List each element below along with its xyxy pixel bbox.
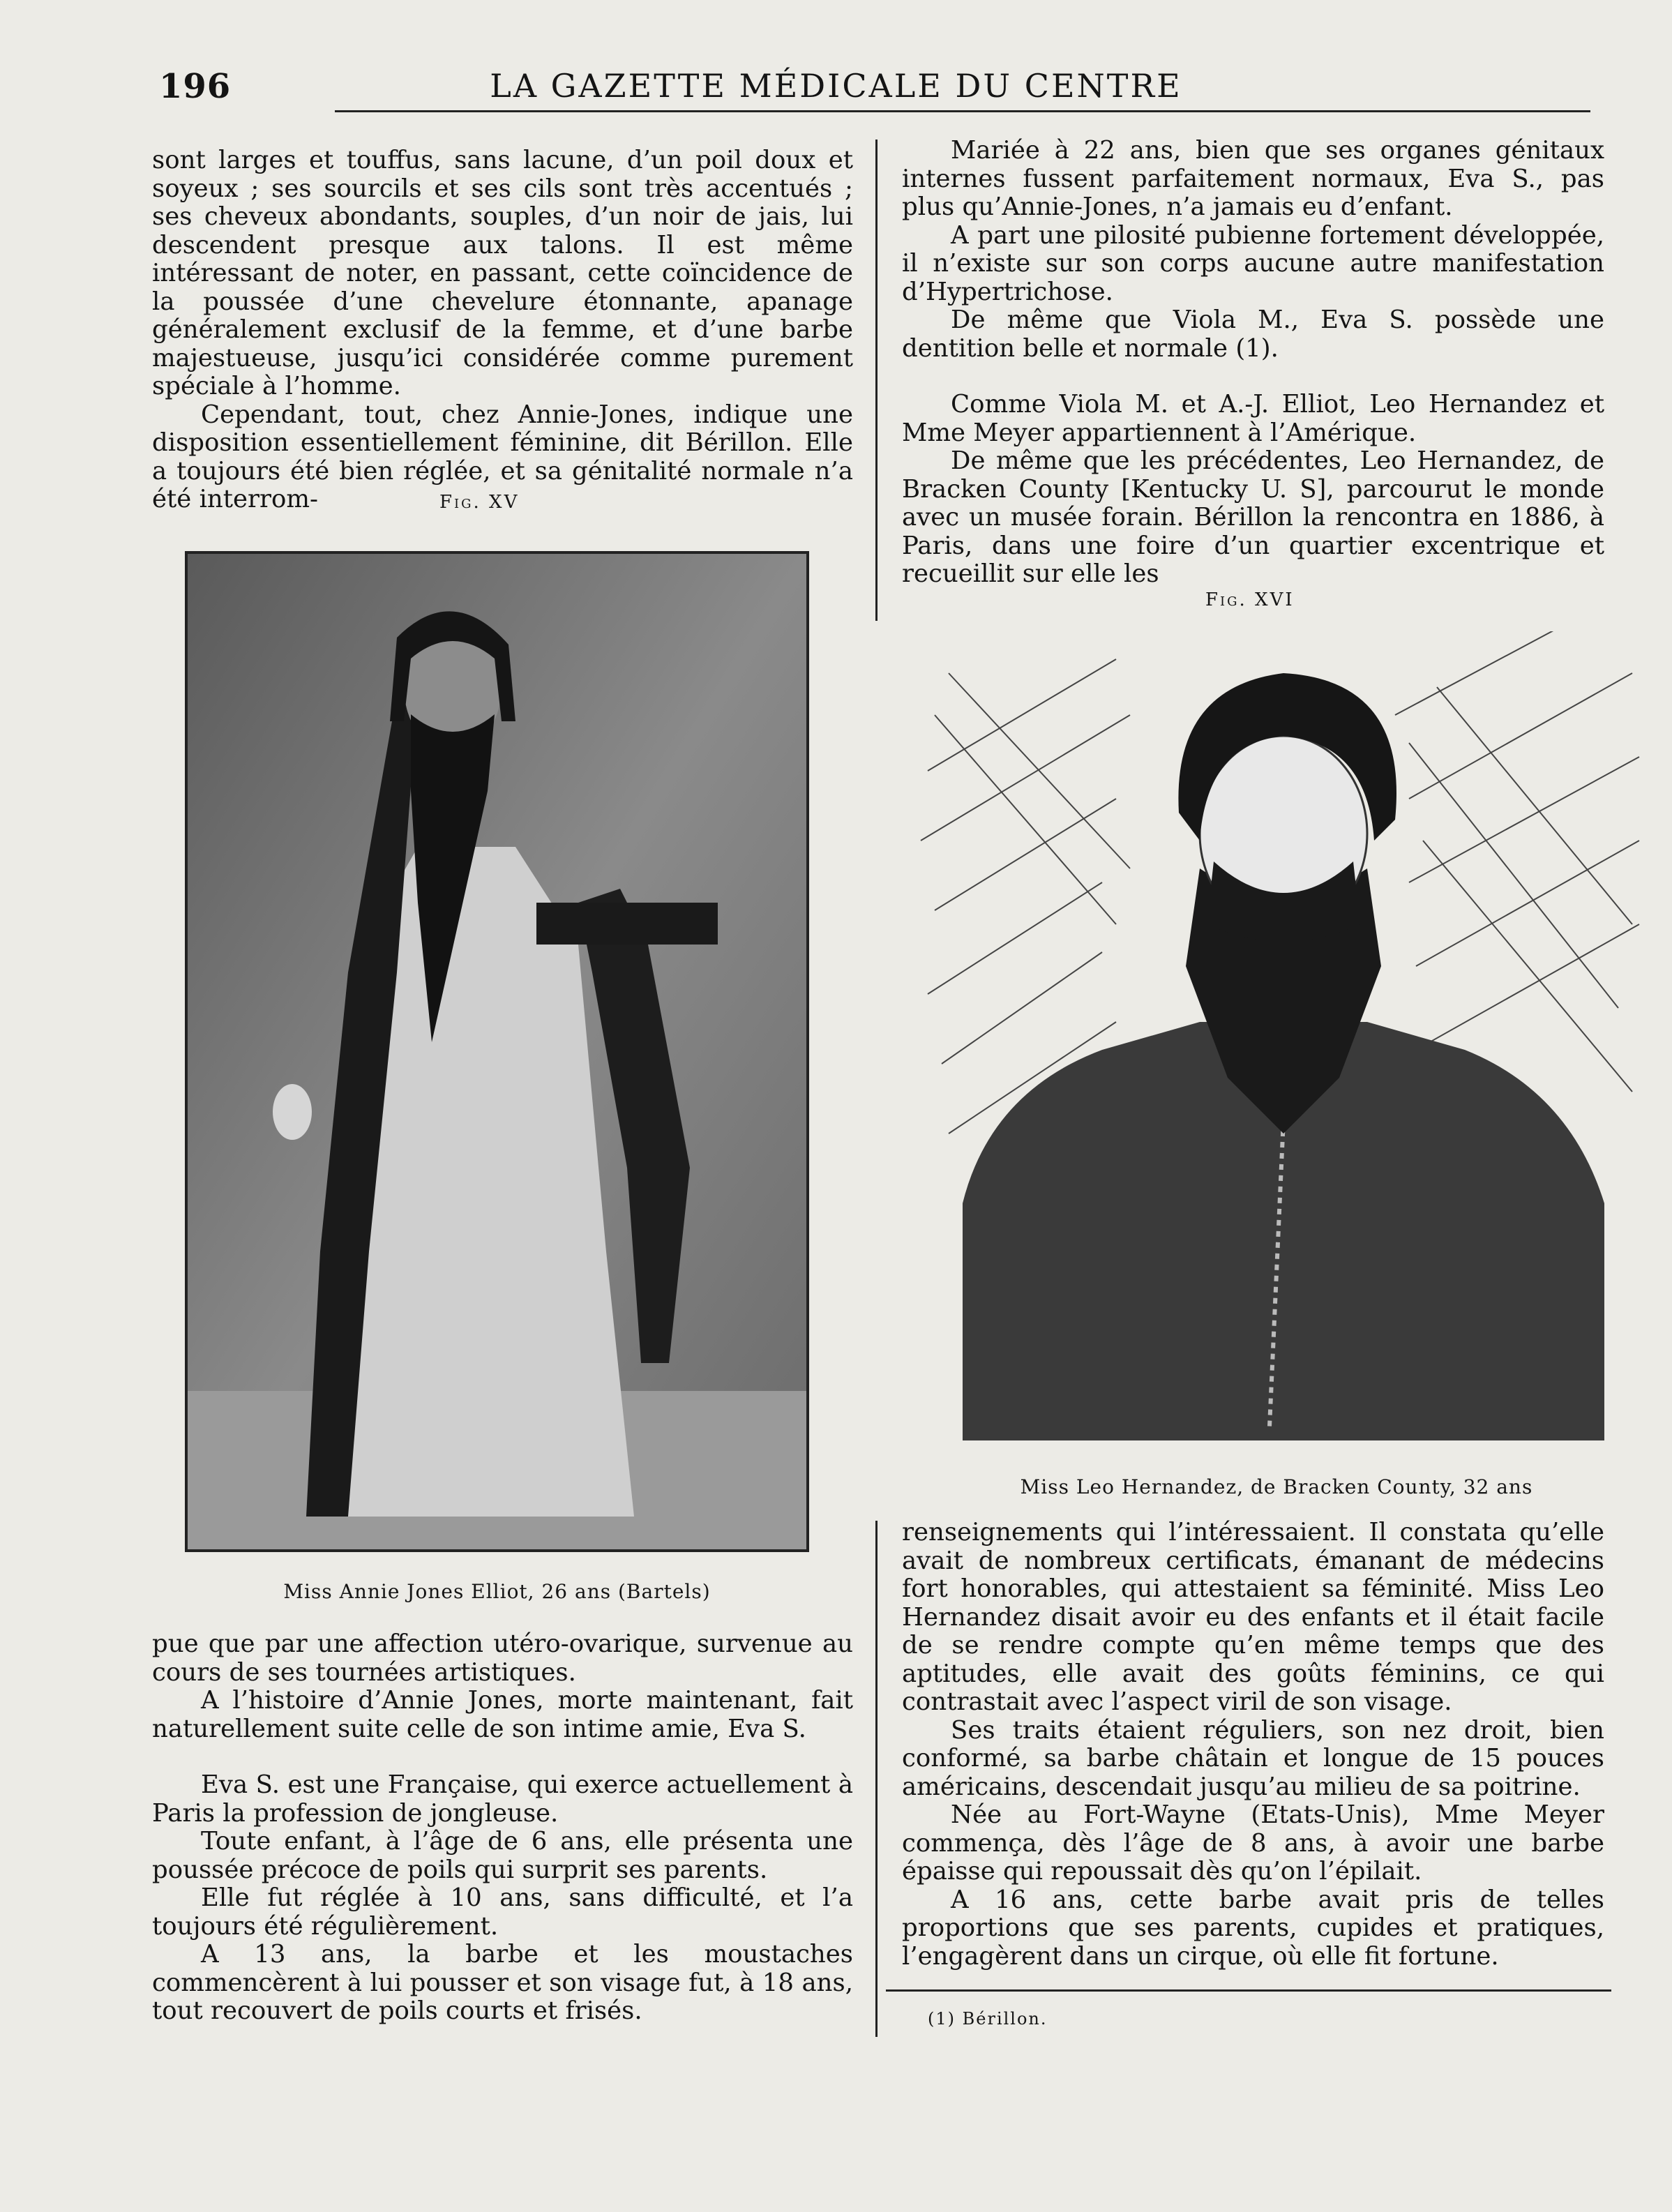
figure-caption-xvi: Miss Leo Hernandez, de Bracken County, 32 ans — [1020, 1475, 1533, 1498]
paragraph: De même que les précédentes, Leo Hernandez, de Bracken County [Kentucky U. S], parcourut le monde avec un musée forain. Bérillon la rencontra en 1886, à Paris, dans une foire d’un quartier excentrique et recueillit sur elle les — [902, 446, 1604, 588]
leo-hernandez-portrait-icon — [907, 631, 1646, 1447]
left-column-bottom — [152, 1630, 853, 2026]
column-rule-bottom — [875, 1521, 878, 2037]
annie-jones-photograph — [185, 551, 809, 1552]
annie-jones-photo-icon — [188, 554, 806, 1549]
paragraph: A 13 ans, la barbe et les moustaches commencèrent à lui pousser et son visage fut, à 18 ans, tout recouvert de poils courts et frisés. — [152, 1940, 853, 2025]
paragraph: sont larges et touffus, sans lacune, d’un poil doux et soyeux ; ses sourcils et ses cils sont très accentués ; ses cheveux abondants, souples, d’un noir de jais, lui descendent presque aux talons. Il est même intéressant de noter, en passant, cette coïncidence de la poussée d’une chevelure étonnante, apanage généralement exclusif de la femme, et d’une barbe majestueuse, jusqu’ici considérée comme purement spéciale à l’homme. — [152, 146, 853, 400]
leo-hernandez-engraving — [907, 631, 1646, 1447]
footnote: (1) Bérillon. — [928, 2009, 1048, 2029]
column-rule-top — [875, 140, 878, 621]
header-rule — [335, 110, 1590, 112]
figure-label-xv: Fig. XV — [439, 492, 520, 513]
left-column-top — [152, 146, 853, 514]
running-head: LA GAZETTE MÉDICALE DU CENTRE — [490, 67, 1182, 105]
paragraph: De même que Viola M., Eva S. possède une dentition belle et normale (1). — [902, 306, 1604, 363]
paragraph: Comme Viola M. et A.-J. Elliot, Leo Hernandez et Mme Meyer appartiennent à l’Amérique. — [902, 390, 1604, 447]
right-column-top — [902, 137, 1604, 589]
paragraph: Née au Fort-Wayne (Etats-Unis), Mme Meyer commença, dès l’âge de 8 ans, à avoir une barbe épaisse qui repoussait dès qu’on l’épilait. — [902, 1800, 1604, 1886]
paragraph: Toute enfant, à l’âge de 6 ans, elle présenta une poussée précoce de poils qui surprit ses parents. — [152, 1827, 853, 1884]
paragraph: A l’histoire d’Annie Jones, morte maintenant, fait naturellement suite celle de son intime amie, Eva S. — [152, 1686, 853, 1743]
footnote-rule — [886, 1989, 1611, 1992]
paragraph: Eva S. est une Française, qui exerce actuellement à Paris la profession de jongleuse. — [152, 1770, 853, 1828]
paragraph: pue que par une affection utéro-ovarique, survenue au cours de ses tournées artistiques. — [152, 1630, 853, 1687]
paragraph: A 16 ans, cette barbe avait pris de telles proportions que ses parents, cupides et pratiques, l’engagèrent dans un cirque, où elle fit fortune. — [902, 1885, 1604, 1971]
right-column-bottom — [902, 1519, 1604, 1971]
paragraph: Elle fut réglée à 10 ans, sans difficulté, et l’a toujours été régulièrement. — [152, 1883, 853, 1941]
figure-caption-xv: Miss Annie Jones Elliot, 26 ans (Bartels) — [283, 1580, 711, 1603]
paragraph: A part une pilosité pubienne fortement développée, il n’existe sur son corps aucune autre manifestation d’Hypertrichose. — [902, 220, 1604, 306]
figure-label-xvi: Fig. XVI — [1205, 589, 1295, 610]
paragraph: Cependant, tout, chez Annie-Jones, indique une disposition essentiellement féminine, dit Bérillon. Elle a toujours été bien réglée, et sa génitalité normale n’a été interrom- — [152, 400, 853, 513]
paragraph: renseignements qui l’intéressaient. Il constata qu’elle avait de nombreux certificats, émanant de médecins fort honorables, qui attestaient sa féminité. Miss Leo Hernandez disait avoir eu des enfants et il était facile de se rendre compte qu’en même temps que des aptitudes, elle avait des goûts féminins, ce qui contrastait avec l’aspect viril de son visage. — [902, 1518, 1604, 1716]
page-number: 196 — [159, 67, 232, 106]
paragraph: Ses traits étaient réguliers, son nez droit, bien conformé, sa barbe châtain et longue de 15 pouces américains, descendait jusqu’au milieu de sa poitrine. — [902, 1715, 1604, 1801]
paragraph: Mariée à 22 ans, bien que ses organes génitaux internes fussent parfaitement normaux, Eva S., pas plus qu’Annie-Jones, n’a jamais eu d’enfant. — [902, 136, 1604, 221]
